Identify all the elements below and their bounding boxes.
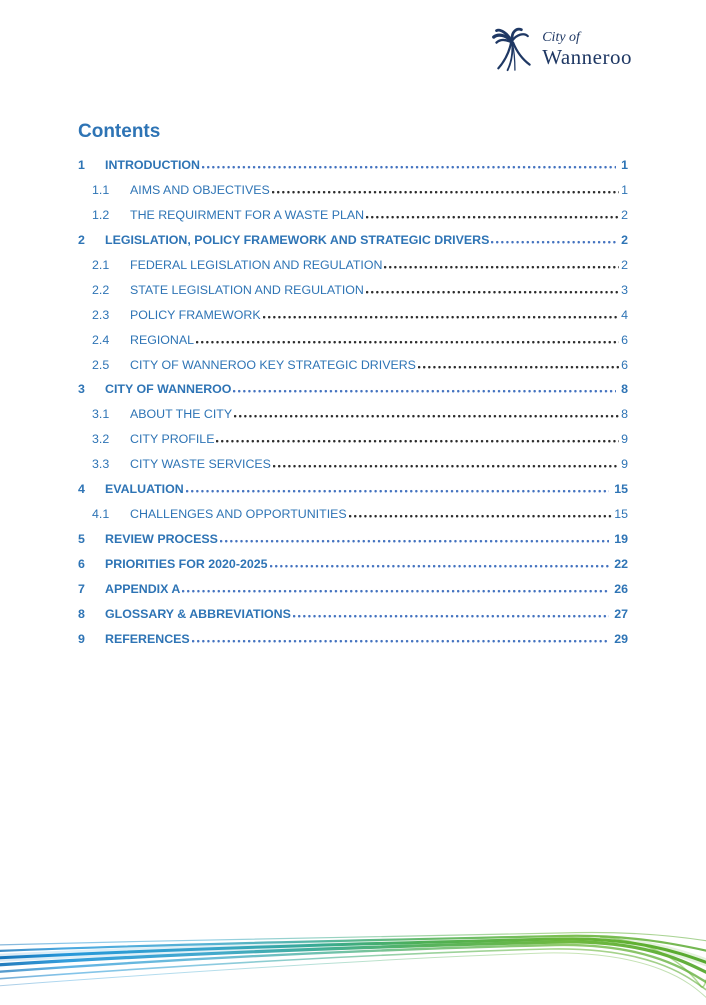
toc-entry-label: GLOSSARY & ABBREVIATIONS <box>105 606 291 621</box>
toc-entry-page: 2 <box>621 207 628 222</box>
toc-entry-number: 2.2 <box>92 282 110 297</box>
toc-entry[interactable] <box>78 278 628 303</box>
toc-entry-number: 2.3 <box>92 307 110 322</box>
toc-entry-label: REGIONAL <box>130 332 195 347</box>
toc-entry-label: APPENDIX A <box>105 581 181 596</box>
toc-entry[interactable] <box>78 328 628 353</box>
toc-leader-dots <box>366 282 619 294</box>
toc-entry-label: INTRODUCTION <box>105 158 200 172</box>
toc-entry-label: REVIEW PROCESS <box>105 532 218 547</box>
toc-entry-number: 4 <box>78 482 85 497</box>
toc-leader-dots <box>220 531 609 543</box>
toc-entry[interactable] <box>78 228 628 253</box>
toc-entry[interactable] <box>78 477 628 502</box>
toc-entry-label: THE REQUIRMENT FOR A WASTE PLAN <box>130 207 365 222</box>
toc-entry[interactable] <box>78 203 628 228</box>
toc-entry-label: CITY OF WANNEROO <box>105 382 232 397</box>
toc-leader-dots <box>202 157 616 169</box>
toc-entry-label: FEDERAL LEGISLATION AND REGULATION <box>130 257 383 272</box>
toc-entry-page: 1 <box>621 158 628 172</box>
page-title: Contents <box>78 121 161 142</box>
toc-leader-dots <box>366 207 619 219</box>
toc-entry[interactable] <box>78 178 628 203</box>
toc-entry-number: 3.2 <box>92 432 110 447</box>
toc-entry-page: 27 <box>614 606 628 621</box>
toc-entry-label: POLICY FRAMEWORK <box>130 307 261 322</box>
toc-entry-label: STATE LEGISLATION AND REGULATION <box>130 282 364 297</box>
toc-leader-dots <box>234 406 619 418</box>
toc-leader-dots <box>349 506 613 518</box>
toc-leader-dots <box>384 257 619 269</box>
toc-entry-page: 15 <box>614 507 628 522</box>
toc-entry-page: 22 <box>614 557 628 571</box>
toc-entry-label: CITY OF WANNEROO KEY STRATEGIC DRIVERS <box>130 357 416 372</box>
toc-leader-dots <box>182 581 609 593</box>
toc-entry-number: 9 <box>78 631 85 646</box>
toc-entry-label: REFERENCES <box>105 631 190 646</box>
footer-wave-graphic <box>0 925 706 1005</box>
toc-entry-page: 2 <box>621 257 628 272</box>
toc-entry[interactable] <box>78 427 628 452</box>
toc-entry[interactable] <box>78 303 628 328</box>
toc-entry-number: 3 <box>78 382 85 397</box>
toc-leader-dots <box>233 381 616 393</box>
toc-entry-page: 3 <box>621 282 628 297</box>
toc-entry-number: 5 <box>78 532 85 547</box>
toc-entry-number: 6 <box>78 557 85 571</box>
toc-entry[interactable] <box>78 377 628 402</box>
toc-leader-dots <box>491 232 616 244</box>
table-of-contents <box>78 153 628 652</box>
toc-entry-page: 4 <box>621 307 628 322</box>
toc-section <box>78 0 628 652</box>
toc-entry[interactable] <box>78 153 628 178</box>
toc-entry-number: 1.1 <box>92 182 110 197</box>
toc-entry-number: 2.1 <box>92 257 110 272</box>
toc-entry[interactable] <box>78 577 628 602</box>
toc-leader-dots <box>270 556 610 568</box>
toc-entry-label: AIMS AND OBJECTIVES <box>130 182 270 197</box>
toc-entry-number: 8 <box>78 606 85 621</box>
toc-entry[interactable] <box>78 602 628 627</box>
toc-entry-label: ABOUT THE CITY <box>130 407 233 422</box>
logo-city-of: City of <box>542 29 580 45</box>
toc-entry-page: 19 <box>614 532 628 547</box>
toc-entry-page: 8 <box>621 407 628 422</box>
toc-leader-dots <box>293 606 609 618</box>
toc-entry-page: 6 <box>621 332 628 347</box>
toc-entry-label: CITY PROFILE <box>130 432 215 447</box>
toc-entry-number: 2.5 <box>92 357 110 372</box>
toc-leader-dots <box>273 456 619 468</box>
toc-entry-number: 7 <box>78 581 85 596</box>
toc-entry-number: 4.1 <box>92 507 110 522</box>
toc-entry-number: 2.4 <box>92 332 110 347</box>
toc-entry-number: 1 <box>78 158 85 172</box>
toc-entry-label: CITY WASTE SERVICES <box>130 457 271 472</box>
toc-entry-label: EVALUATION <box>105 482 184 497</box>
toc-entry[interactable] <box>78 452 628 477</box>
toc-leader-dots <box>196 332 619 344</box>
toc-entry-page: 29 <box>614 631 628 646</box>
toc-entry[interactable] <box>78 527 628 552</box>
toc-leader-dots <box>216 431 619 443</box>
toc-entry[interactable] <box>78 353 628 378</box>
toc-leader-dots <box>418 357 619 369</box>
toc-entry[interactable] <box>78 402 628 427</box>
toc-entry-page: 8 <box>621 382 628 397</box>
toc-entry-number: 1.2 <box>92 207 110 222</box>
toc-entry-number: 3.3 <box>92 457 110 472</box>
toc-entry[interactable] <box>78 552 628 577</box>
toc-leader-dots <box>186 481 610 493</box>
toc-entry-page: 15 <box>614 482 628 497</box>
logo-wanneroo: Wanneroo <box>542 44 632 69</box>
toc-entry[interactable] <box>78 253 628 278</box>
toc-entry-number: 3.1 <box>92 407 110 422</box>
toc-entry-number: 2 <box>78 232 85 247</box>
toc-entry-page: 1 <box>621 182 628 197</box>
toc-entry-label: PRIORITIES FOR 2020-2025 <box>105 557 268 571</box>
toc-entry-page: 9 <box>621 432 628 447</box>
toc-entry[interactable] <box>78 627 628 652</box>
toc-entry-page: 2 <box>621 232 628 247</box>
toc-leader-dots <box>192 631 610 643</box>
toc-entry-page: 26 <box>614 581 628 596</box>
toc-entry-page: 9 <box>621 457 628 472</box>
toc-entry[interactable] <box>78 502 628 527</box>
toc-entry-page: 6 <box>621 357 628 372</box>
toc-leader-dots <box>272 182 619 194</box>
toc-entry-label: CHALLENGES AND OPPORTUNITIES <box>130 507 347 522</box>
toc-leader-dots <box>263 307 620 319</box>
toc-entry-label: LEGISLATION, POLICY FRAMEWORK AND STRATEGIC DRIVERS <box>105 232 490 247</box>
